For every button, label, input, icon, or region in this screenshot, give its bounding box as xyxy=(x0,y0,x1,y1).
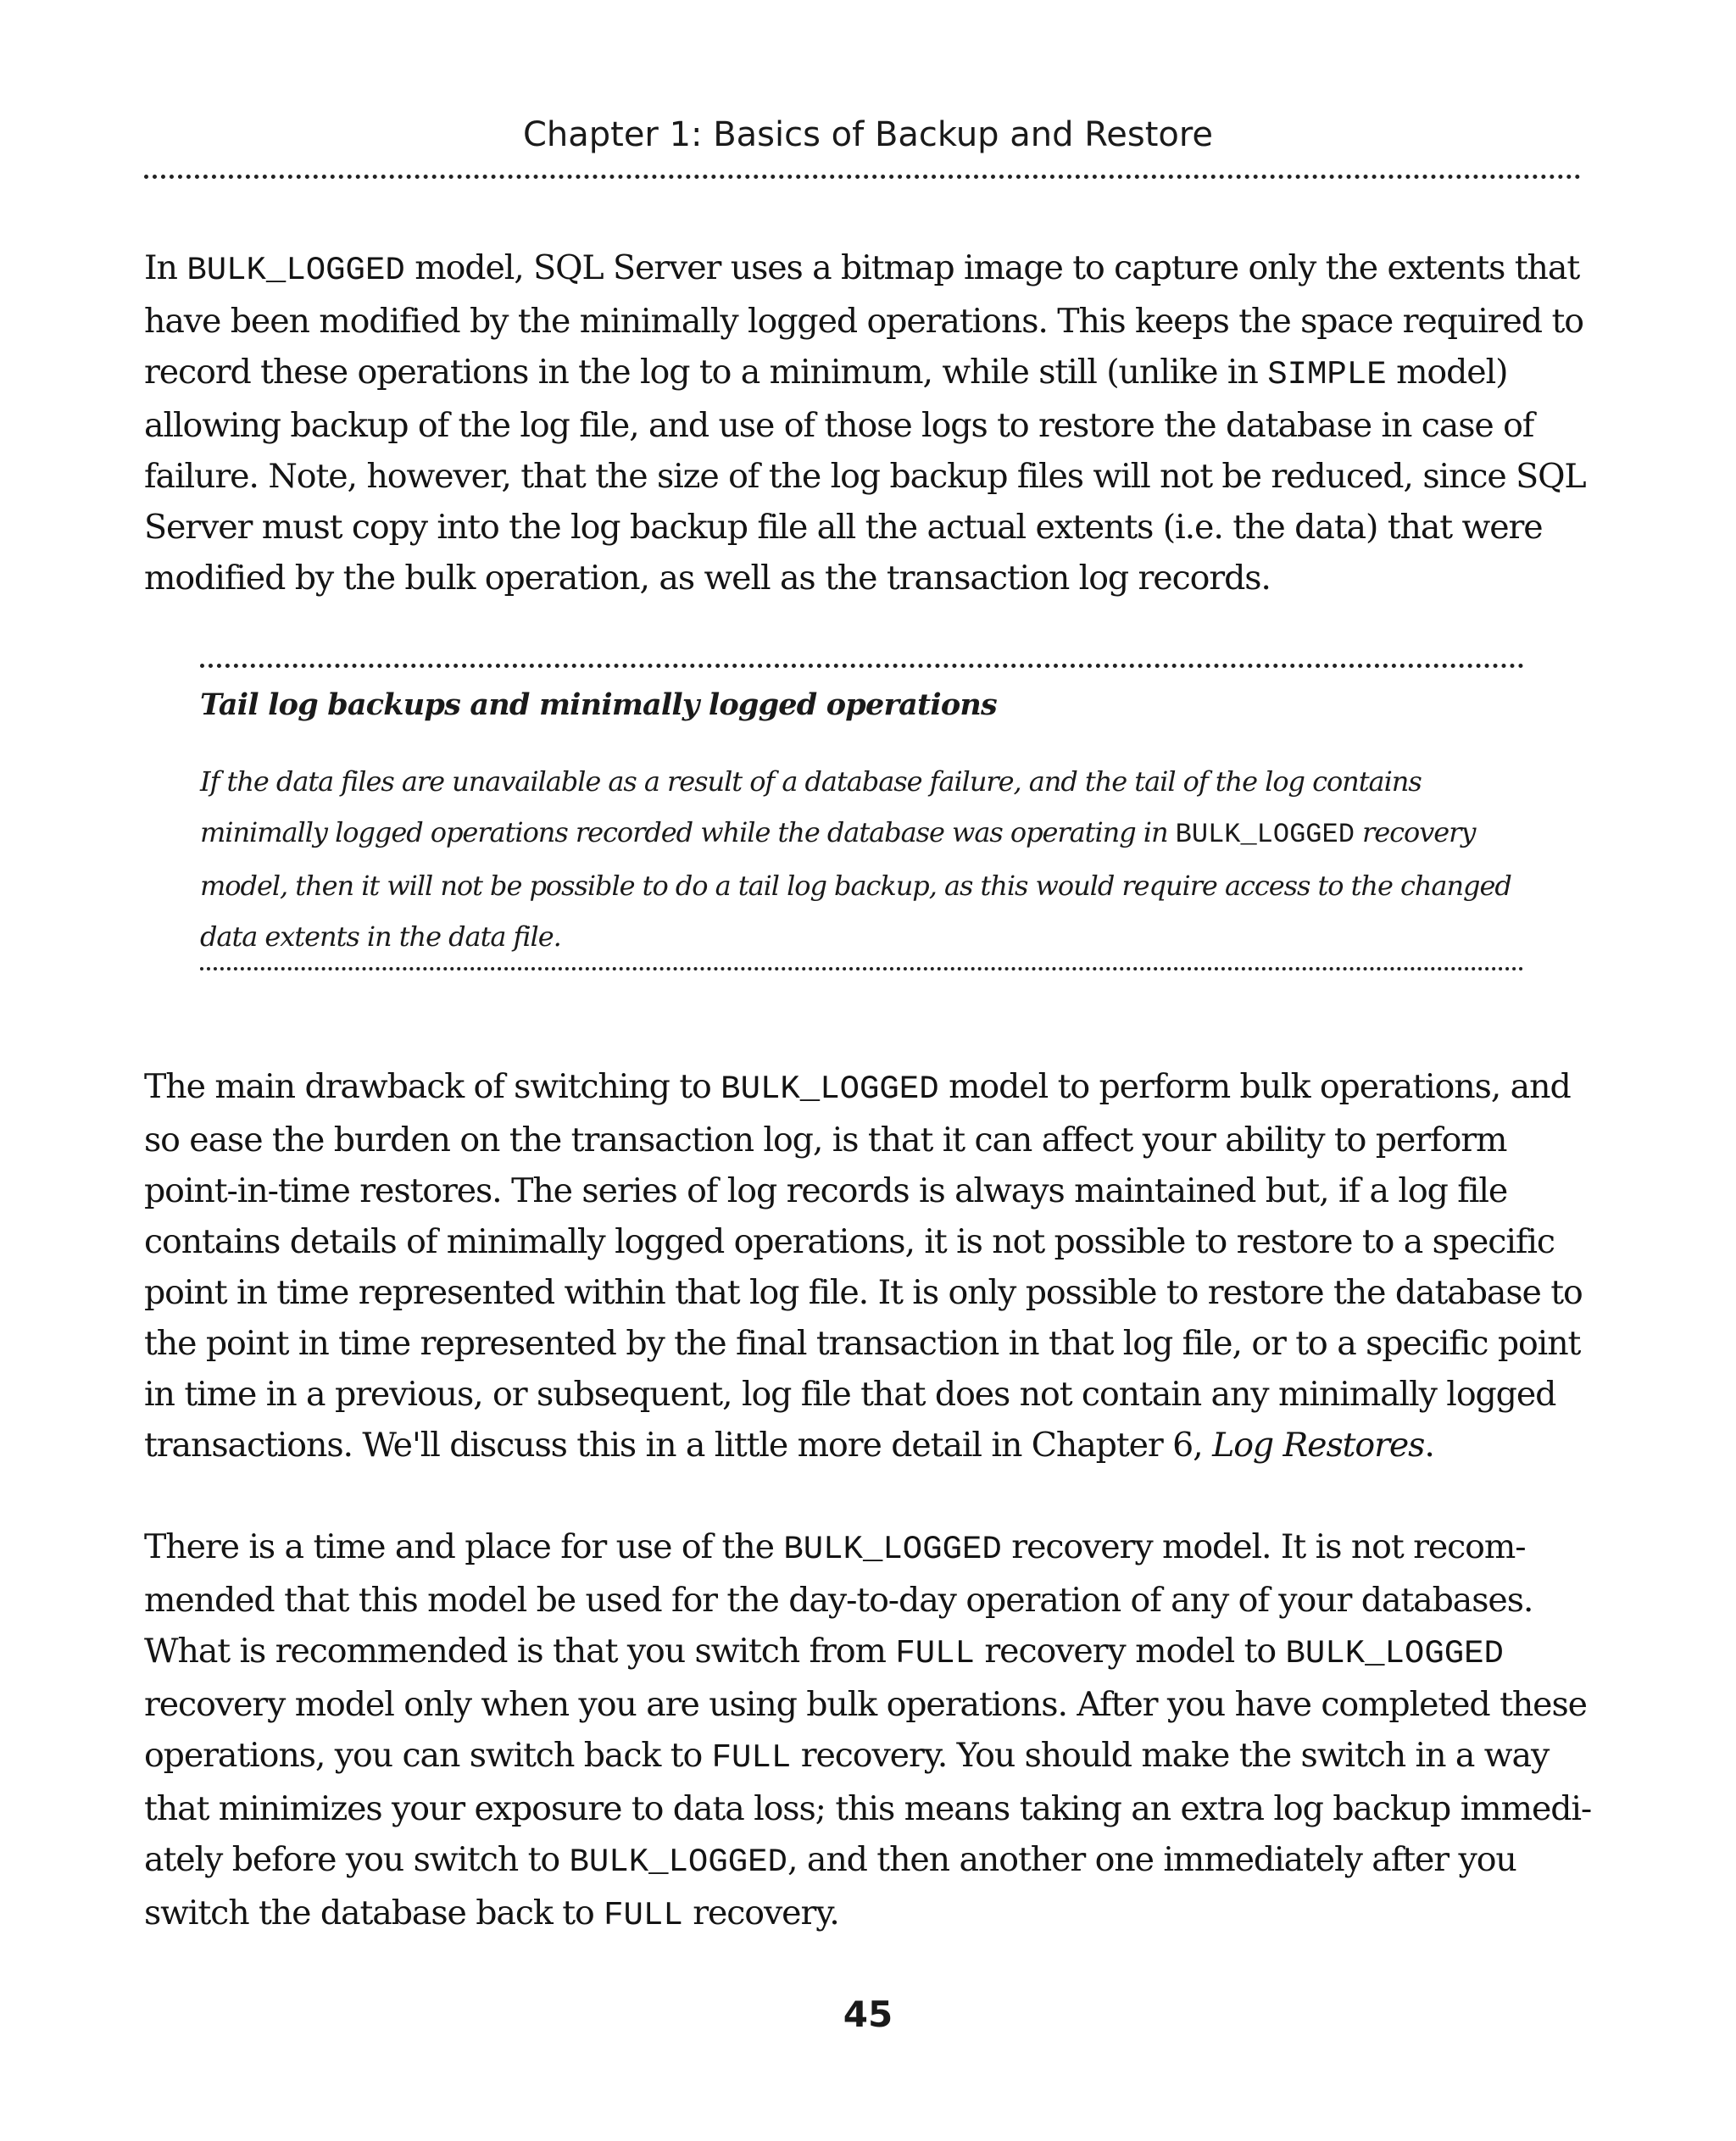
callout-top-divider xyxy=(200,664,1524,668)
text-run: If the data files are unavailable as a result of a database failure, and the tail of the log contains minimally logged operations recorded while the database was operating in xyxy=(200,765,1422,848)
code-term: BULK_LOGGED xyxy=(783,1531,1002,1568)
chapter-reference: Log Restores xyxy=(1212,1426,1425,1465)
code-term: BULK_LOGGED xyxy=(186,252,405,289)
body-paragraph-1 xyxy=(144,242,1594,603)
code-term: BULK_LOGGED xyxy=(1175,819,1355,850)
text-run: The main drawback of switching to xyxy=(144,1067,721,1106)
code-term: BULK_LOGGED xyxy=(721,1070,939,1108)
text-run: model, SQL Server uses a bitmap image to capture only the extents that have been modified by the minimally logged operations. This keeps the space required to record these operations in the log to a minimum, while still (unlike in xyxy=(144,248,1583,392)
text-run: recovery model, then it will not be possible to do a tail log backup, as this would require access to the changed data extents in the data file. xyxy=(200,816,1511,953)
text-run: recovery model only when you are using bulk operations. After you have completed these operations, you can switch back to xyxy=(144,1685,1587,1775)
callout-body xyxy=(200,756,1531,962)
code-term: FULL xyxy=(895,1635,975,1672)
text-run: model to perform bulk operations, and so ease the burden on the transaction log, is that it can affect your ability to perform point-in-time restores. The series of log records is always maintained but, if a log file contains details of minimally logged operations, it is not possible to restore to a specific point in time represented within that log file. It is only possible to restore the database to the point in time represented by the final transaction in that log file, or to a specific point in time in a previous, or subsequent, log file that does not contain any minimally logged transactions. We'll discuss this in a little more detail in Chapter 6, xyxy=(144,1067,1583,1465)
header-divider xyxy=(144,175,1581,179)
callout-bottom-divider xyxy=(200,967,1524,970)
text-run: , and then another one immediately after you switch the database back to xyxy=(144,1840,1516,1932)
code-term: FULL xyxy=(711,1739,792,1777)
text-run: recovery. You should make the switch in a way that minimizes your exposure to data loss; this means taking an extra log backup immedi-ately before you switch to xyxy=(144,1736,1592,1879)
text-run: model) allowing backup of the log file, and use of those logs to restore the database in case of failure. Note, however, that the size of the log backup files will not be reduced, since SQL Server must copy into the log backup file all the actual extents (i.e. the data) that were modified by the bulk operation, as well as the transaction log records. xyxy=(144,353,1586,598)
running-header: Chapter 1: Basics of Backup and Restore xyxy=(522,115,1214,154)
text-run: There is a time and place for use of the xyxy=(144,1527,784,1566)
text-run: recovery model to xyxy=(974,1632,1286,1671)
text-run: recovery model. It is not recom-mended that this model be used for the day-to-day operation of any of your databases. What is recommended is that you switch from xyxy=(144,1527,1533,1671)
body-paragraph-3 xyxy=(144,1521,1594,1941)
code-term: FULL xyxy=(604,1897,683,1934)
body-paragraph-2 xyxy=(144,1061,1594,1471)
text-run: recovery. xyxy=(682,1894,839,1932)
page-number: 45 xyxy=(843,1994,893,2035)
text-run: . xyxy=(1424,1426,1434,1465)
text-run: In xyxy=(144,248,187,287)
code-term: SIMPLE xyxy=(1267,356,1387,393)
callout-title: Tail log backups and minimally logged operations xyxy=(200,687,997,722)
code-term: BULK_LOGGED xyxy=(1285,1635,1504,1672)
code-term: BULK_LOGGED xyxy=(569,1843,787,1881)
